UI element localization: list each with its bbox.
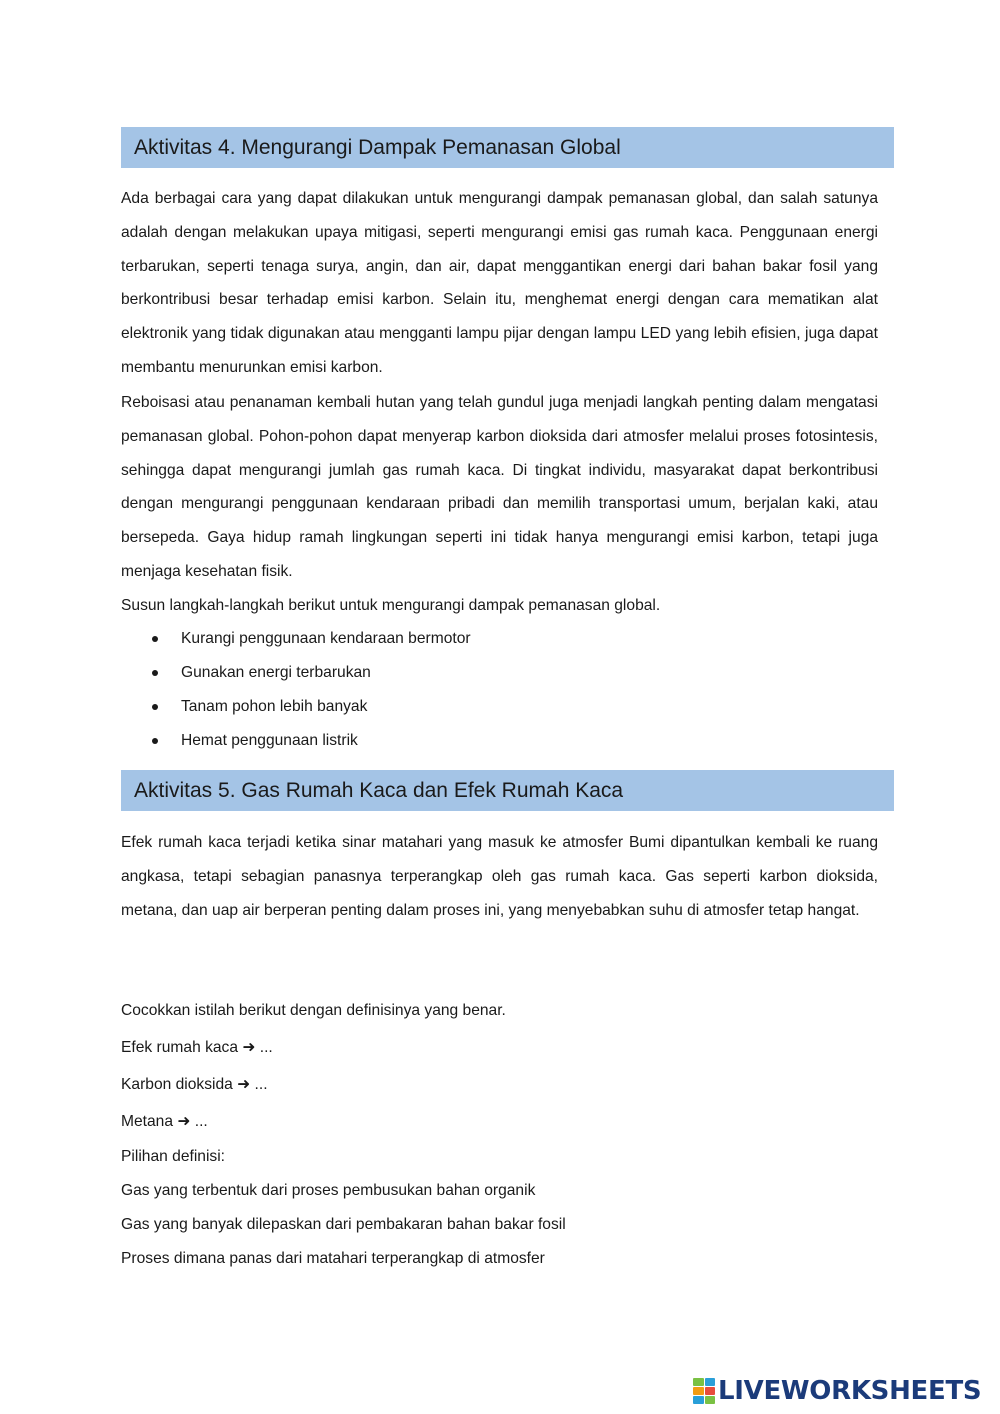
logo-tile	[705, 1387, 716, 1395]
logo-tile	[705, 1396, 716, 1404]
logo-tile	[705, 1378, 716, 1386]
bullet-icon	[152, 636, 158, 642]
bullet-icon	[152, 738, 158, 744]
step-item[interactable]	[121, 724, 471, 758]
bullet-icon	[152, 704, 158, 710]
definition-option[interactable]: Gas yang terbentuk dari proses pembusukan bahan organik	[121, 1182, 536, 1199]
step-item[interactable]	[121, 690, 471, 724]
match-term-carbon-dioxide[interactable]: Karbon dioksida ➜ ...	[121, 1076, 268, 1093]
match-term-methane[interactable]: Metana ➜ ...	[121, 1113, 208, 1130]
section-4-paragraph-2: Reboisasi atau penanaman kembali hutan yang telah gundul juga menjadi langkah penting dalam mengatasi pemanasan global. Pohon-pohon dapat menyerap karbon dioksida dari atmosfer melalui proses fotosintesis, sehingga dapat mengurangi jumlah gas rumah kaca. Di tingkat individu, masyarakat dapat berkontribusi dengan mengurangi penggunaan kendaraan pribadi dan memilih transportasi umum, berjalan kaki, atau bersepeda. Gaya hidup ramah lingkungan seperti ini tidak hanya mengurangi emisi karbon, tetapi juga menjaga kesehatan fisik.	[121, 394, 878, 580]
section-4-paragraph-1: Ada berbagai cara yang dapat dilakukan untuk mengurangi dampak pemanasan global, dan salah satunya adalah dengan melakukan upaya mitigasi, seperti mengurangi emisi gas rumah kaca. Penggunaan energi terbarukan, seperti tenaga surya, angin, dan air, dapat menggantikan energi dari bahan bakar fosil yang berkontribusi besar terhadap emisi karbon. Selain itu, menghemat energi dengan cara mematikan alat elektronik yang tidak digunakan atau mengganti lampu pijar dengan lampu LED yang lebih efisien, juga dapat membantu menurunkan emisi karbon.	[121, 190, 878, 376]
step-text: Kurangi penggunaan kendaraan bermotor	[181, 630, 471, 647]
steps-list	[121, 622, 471, 758]
bullet-icon	[152, 670, 158, 676]
liveworksheets-logo	[693, 1376, 981, 1406]
section-5-title: Aktivitas 5. Gas Rumah Kaca dan Efek Rumah Kaca	[121, 770, 894, 811]
definition-option[interactable]: Proses dimana panas dari matahari terperangkap di atmosfer	[121, 1250, 545, 1267]
logo-tile	[693, 1387, 704, 1395]
section-5-paragraph: Efek rumah kaca terjadi ketika sinar matahari yang masuk ke atmosfer Bumi dipantulkan kembali ke ruang angkasa, tetapi sebagian panasnya terperangkap oleh gas rumah kaca. Gas seperti karbon dioksida, metana, dan uap air berperan penting dalam proses ini, yang menyebabkan suhu di atmosfer tetap hangat.	[121, 834, 878, 919]
logo-mark-icon	[693, 1378, 715, 1404]
logo-tile	[693, 1378, 704, 1386]
logo-tile	[693, 1396, 704, 1404]
definition-option[interactable]: Gas yang banyak dilepaskan dari pembakaran bahan bakar fosil	[121, 1216, 566, 1233]
match-term-greenhouse-effect[interactable]: Efek rumah kaca ➜ ...	[121, 1039, 273, 1056]
step-text: Gunakan energi terbarukan	[181, 664, 371, 681]
step-item[interactable]	[121, 656, 471, 690]
options-label: Pilihan definisi:	[121, 1148, 226, 1165]
step-item[interactable]	[121, 622, 471, 656]
section-4-instruction: Susun langkah-langkah berikut untuk mengurangi dampak pemanasan global.	[121, 597, 661, 614]
step-text: Tanam pohon lebih banyak	[181, 698, 368, 715]
step-text: Hemat penggunaan listrik	[181, 732, 358, 749]
logo-text: LIVEWORKSHEETS	[718, 1376, 982, 1406]
section-4-title: Aktivitas 4. Mengurangi Dampak Pemanasan Global	[121, 127, 894, 168]
section-5-instruction: Cocokkan istilah berikut dengan definisinya yang benar.	[121, 1002, 506, 1019]
